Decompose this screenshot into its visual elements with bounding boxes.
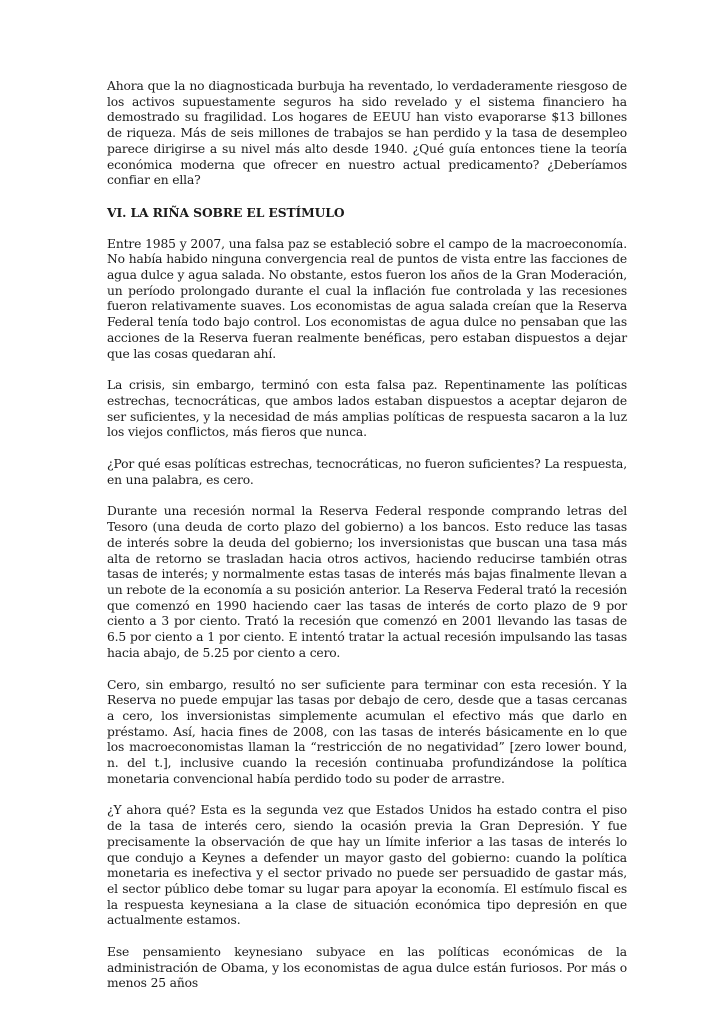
intro-paragraph: Ahora que la no diagnosticada burbuja ha reventado, lo verdaderamente riesgoso de los activos supuestamente seguros ha sido revelado y el sistema financiero ha demostrado su fragilidad. Los hogares de EEUU han visto evaporarse $13 billones de riqueza. Más de seis millones de trabajos se han perdido y la tasa de desempleo parece dirigirse a su nivel más alto desde 1940. ¿Qué guía entonces tiene la teoría económica moderna que ofrecer en nuestro actual predicamento? ¿Deberíamos confiar en ella? [107, 79, 627, 188]
body-paragraph-7: Ese pensamiento keynesiano subyace en las políticas económicas de la administración de Obama, y los economistas de agua dulce están furiosos. Por más o menos 25 años [107, 945, 627, 991]
body-paragraph-1: Entre 1985 y 2007, una falsa paz se estableció sobre el campo de la macroeconomía. No había habido ninguna convergencia real de puntos de vista entre las facciones de agua dulce y agua salada. No obstante, estos fueron los años de la Gran Moderación, un período prolongado durante el cual la inflación fue controlada y las recesiones fueron relativamente suaves. Los economistas de agua salada creían que la Reserva Federal tenía todo bajo control. Los economistas de agua dulce no pensaban que las acciones de la Reserva fueran realmente benéficas, pero estaban dispuestos a dejar que las cosas quedaran ahí. [107, 236, 627, 361]
body-paragraph-6: ¿Y ahora qué? Esta es la segunda vez que Estados Unidos ha estado contra el piso de la tasa de interés cero, siendo la ocasión previa la Gran Depresión. Y fue precisamente la observación de que hay un límite inferior a las tasas de interés lo que condujo a Keynes a defender un mayor gasto del gobierno: cuando la política monetaria es inefectiva y el sector privado no puede ser persuadido de gastar más, el sector público debe tomar su lugar para apoyar la economía. El estímulo fiscal es la respuesta keynesiana a la clase de situación económica tipo depresión en que actualmente estamos. [107, 803, 627, 928]
body-paragraph-4: Durante una recesión normal la Reserva Federal responde comprando letras del Tesoro (una deuda de corto plazo del gobierno) a los bancos. Esto reduce las tasas de interés sobre la deuda del gobierno; los inversionistas que buscan una tasa más alta de retorno se trasladan hacia otros activos, haciendo reducirse también otras tasas de interés; y normalmente estas tasas de interés más bajas finalmente llevan a un rebote de la economía a su posición anterior. La Reserva Federal trató la recesión que comenzó en 1990 haciendo caer las tasas de interés de corto plazo de 9 por ciento a 3 por ciento. Trató la recesión que comenzó en 2001 llevando las tasas de 6.5 por ciento a 1 por ciento. E intentó tratar la actual recesión impulsando las tasas hacia abajo, de 5.25 por ciento a cero. [107, 504, 627, 660]
body-paragraph-3: ¿Por qué esas políticas estrechas, tecnocráticas, no fueron suficientes? La respuesta, en una palabra, es cero. [107, 457, 627, 487]
section-heading: VI. LA RIÑA SOBRE EL ESTÍMULO [107, 204, 345, 220]
document-page [107, 79, 627, 1008]
body-paragraph-5: Cero, sin embargo, resultó no ser suficiente para terminar con esta recesión. Y la Reserva no puede empujar las tasas por debajo de cero, desde que a tasas cercanas a cero, los inversionistas simplemente acumulan el efectivo más que darlo en préstamo. Así, hacia fines de 2008, con las tasas de interés básicamente en lo que los macroeconomistas llaman la “restricción de no negatividad” [zero lower bound, n. del t.], inclusive cuando la recesión continuaba profundizándose la política monetaria convencional había perdido todo su poder de arrastre. [107, 677, 627, 786]
body-paragraph-2: La crisis, sin embargo, terminó con esta falsa paz. Repentinamente las políticas estrechas, tecnocráticas, que ambos lados estaban dispuestos a aceptar dejaron de ser suficientes, y la necesidad de más amplias políticas de respuesta sacaron a la luz los viejos conflictos, más fieros que nunca. [107, 378, 627, 440]
